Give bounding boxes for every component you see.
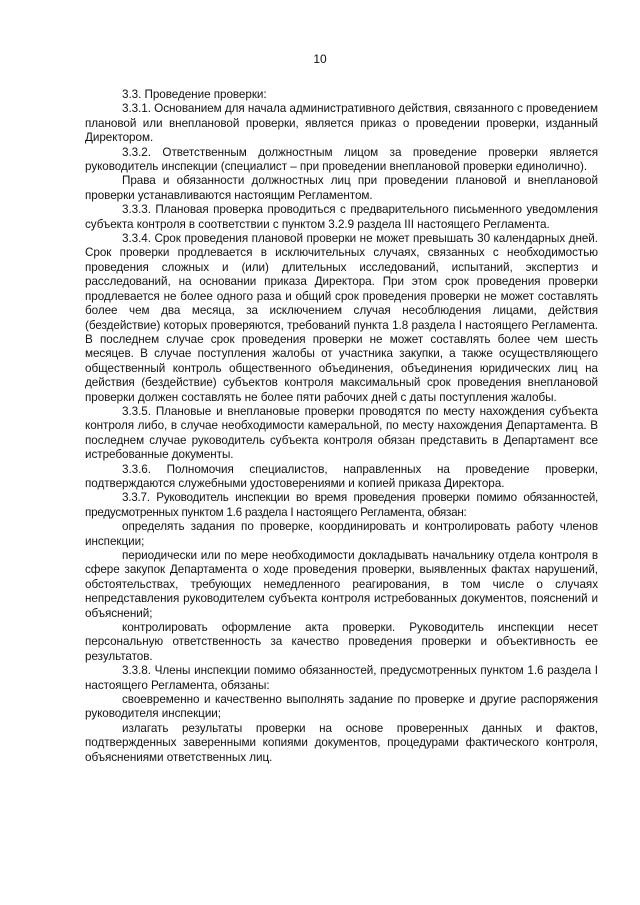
section-heading: 3.3. Проведение проверки: — [122, 88, 267, 101]
paragraph: 3.3.2. Ответственным должностным лицом за проведение проверки является руководитель инспекции (специалист – при проведении внеплановой проверки единолично). — [85, 145, 598, 174]
document-body — [85, 88, 598, 765]
paragraph: контролировать оформление акта проверки. Руководитель инспекции несет персональную ответственность за качество проведения проверки и объективность ее результатов. — [85, 621, 598, 663]
paragraph: 3.3.3. Плановая проверка проводиться с предварительного письменного уведомления субъекта контроля в соответствии с пунктом 3.2.9 раздела III настоящего Регламента. — [85, 203, 598, 231]
paragraph: 3.3.4. Срок проведения плановой проверки не может превышать 30 календарных дней. Срок проверки продлевается в исключительных случаях, связанных с необходимостью проведения сложных и (или) длительных исследований, испытаний, экспертиз и расследований, на основании приказа Директора. При этом срок проведения проверки продлевается не более одного раза и общий срок проведения проверки не может составлять более чем два месяца, за исключением случая несоблюдения лицами, действия (бездействие) которых проверяются, требований пункта 1.8 раздела I настоящего Регламента. В последнем случае срок проведения проверки не может составлять более чем шесть месяцев. В случае поступления жалобы от участника закупки, а также осуществляющего общественный контроль общественного объединения, объединения юридических лиц на действия (бездействие) субъектов контроля максимальный срок проведения внеплановой проверки должен составлять не более пяти рабочих дней с даты поступления жалобы. — [85, 232, 598, 404]
paragraph: излагать результаты проверки на основе проверенных данных и фактов, подтвержденных заверенными копиями документов, процедурами фактического контроля, объяснениями ответственных лиц. — [85, 721, 598, 764]
paragraph: 3.3.1. Основанием для начала административного действия, связанного с проведением плановой или внеплановой проверки, является приказ о проведении проверки, изданный Директором. — [85, 102, 598, 145]
page-number: 10 — [313, 52, 327, 66]
paragraph: своевременно и качественно выполнять задание по проверке и другие распоряжения руководителя инспекции; — [85, 693, 598, 721]
paragraph: периодически или по мере необходимости докладывать начальнику отдела контроля в сфере закупок Департамента о ходе проведения проверки, выявленных фактах нарушений, обстоятельствах, требующих немедленного реагирования, в том числе о случаях непредставления руководителем субъекта контроля истребованных документов, пояснений и объяснений; — [85, 549, 598, 620]
paragraph: 3.3.5. Плановые и внеплановые проверки проводятся по месту нахождения субъекта контроля либо, в случае необходимости камеральной, по месту нахождения Департамента. В последнем случае руководитель субъекта контроля обязан представить в Департамент все истребованные документы. — [85, 404, 598, 462]
paragraph: определять задания по проверке, координировать и контролировать работу членов инспекции; — [85, 520, 598, 548]
paragraph: 3.3.8. Члены инспекции помимо обязанностей, предусмотренных пунктом 1.6 раздела I настоящего Регламента, обязаны: — [85, 664, 598, 692]
paragraph: 3.3.7. Руководитель инспекции во время проведения проверки помимо обязанностей, предусмотренных пунктом 1.6 раздела I настоящего Регламента, обязан: — [85, 491, 598, 519]
paragraph: Права и обязанности должностных лиц при проведении плановой и внеплановой проверки устанавливаются настоящим Регламентом. — [85, 174, 598, 202]
paragraph: 3.3.6. Полномочия специалистов, направленных на проведение проверки, подтверждаются служебными удостоверениями и копией приказа Директора. — [85, 462, 598, 490]
